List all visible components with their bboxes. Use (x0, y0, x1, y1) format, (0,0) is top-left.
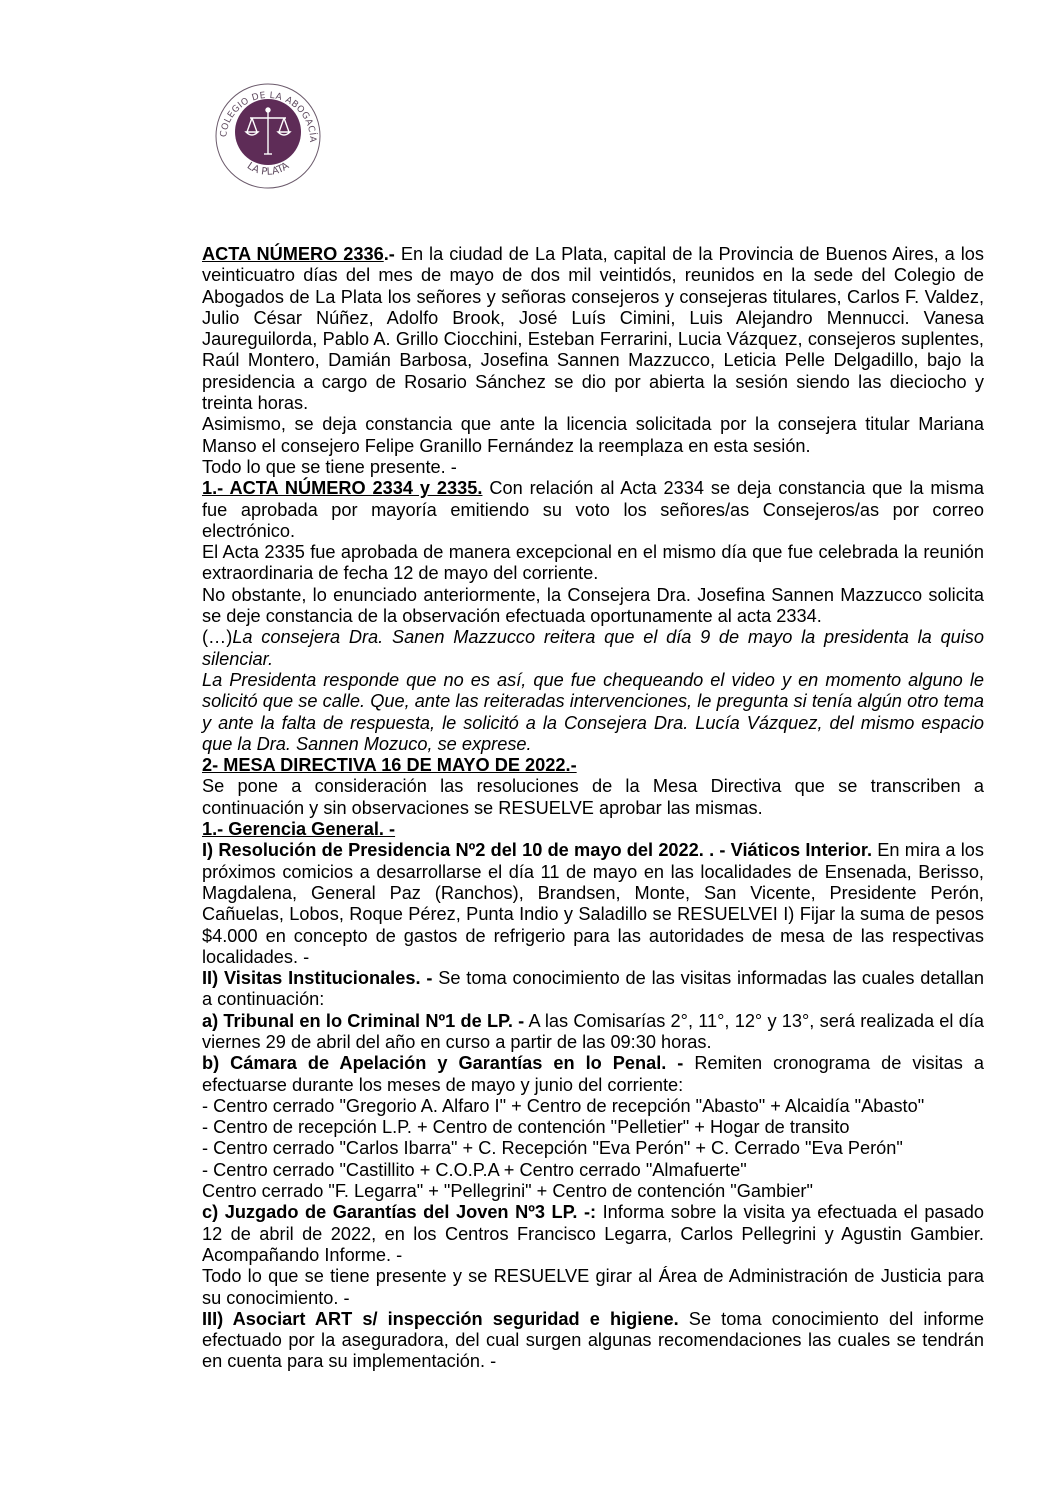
juzgado-garantias-heading: c) Juzgado de Garantías del Joven Nº3 LP. -: (202, 1202, 597, 1223)
asociart-text: Se toma conocimiento del informe efectuado por la aseguradora, del cual surgen algunas recomendaciones las cuales se tendrán en cuenta para su implementación. - (202, 1308, 985, 1372)
resolucion-presidencia-heading: I) Resolución de Presidencia Nº2 del 10 de mayo del 2022. . - Viáticos Interior. (202, 840, 873, 861)
tribunal-criminal-text: A las Comisarías 2°, 11°, 12° y 13°, será realizada el día viernes 29 de abril del año en curso a partir de las 09:30 horas. (202, 1010, 984, 1052)
camara-apelacion-text: Remiten cronograma de visitas a efectuarse durante los meses de mayo y junio del corriente: (202, 1053, 984, 1095)
acta-document (202, 244, 984, 1373)
list-item: - Centro cerrado "Carlos Ibarra" + C. Recepción "Eva Perón" + C. Cerrado "Eva Perón" (202, 1138, 903, 1159)
reiteracion-text: La consejera Dra. Sanen Mazzucco reitera que el día 9 de mayo la presidenta la quiso silenciar. (202, 627, 984, 669)
asociart-paragraph (202, 1309, 984, 1373)
observacion-paragraph: No obstante, lo enunciado anteriormente, la Consejera Dra. Josefina Sannen Mazzucco solicita se deje constancia de la observación efectuada oportunamente al acta 2334. (202, 584, 984, 627)
tribunal-criminal-heading: a) Tribunal en lo Criminal Nº1 de LP. - (202, 1010, 525, 1031)
camara-apelacion-paragraph (202, 1053, 984, 1096)
reiteracion-paragraph (202, 627, 984, 670)
tiene-presente-paragraph: Todo lo que se tiene presente. - (202, 456, 457, 477)
list-item: - Centro de recepción L.P. + Centro de contención "Pelletier" + Hogar de transito (202, 1117, 850, 1138)
acta-header-paragraph (202, 244, 984, 414)
acta-2335-paragraph: El Acta 2335 fue aprobada de manera excepcional en el mismo día que fue celebrada la reunión extraordinaria de fecha 12 de mayo del corriente. (202, 542, 984, 584)
list-item: - Centro cerrado "Castillito + C.O.P.A + Centro cerrado "Almafuerte" (202, 1159, 747, 1180)
girar-administracion-paragraph: Todo lo que se tiene presente y se RESUELVE girar al Área de Administración de Justicia para su conocimiento. - (202, 1266, 984, 1308)
visitas-institucionales-text: Se toma conocimiento de las visitas informadas las cuales detallan a continuación: (202, 968, 984, 1010)
actas-anteriores-text: Con relación al Acta 2334 se deja constancia que la misma fue aprobada por mayoría emitiendo su voto los señores/as Consejeros/as por correo electrónico. (202, 478, 984, 541)
resolucion-presidencia-paragraph (202, 840, 984, 968)
resolucion-presidencia-text: En mira a los próximos comicios a desarrollarse el día 11 de mayo en las localidades de Ensenada, Berisso, Magdalena, General Paz (Ranchos), Brandsen, Monte, San Vicente, Presidente Perón, Cañuelas, Lobos, Roque Pérez, Punta Indio y Saladillo se RESUELVEI I) Fijar la suma de pesos $4.000 en concepto de gastos de refrigerio para las autoridades de mesa de las respectivas localidades. - (202, 840, 984, 967)
list-item: - Centro cerrado "Gregorio A. Alfaro I" + Centro de recepción "Abasto" + Alcaidía "Abasto" (202, 1095, 925, 1116)
logo-text-bottom: LA PLATA (244, 160, 292, 178)
respuesta-presidenta-paragraph: La Presidenta responde que no es así, que fue chequeando el video y en momento alguno le solicitó que se calle. Que, ante las reiteradas intervenciones, le pregunta si tenía algún otro tema y ante la falta de respuesta, le solicitó a la Consejera Dra. Lucía Vázquez, del mismo espacio que la Dra. Sannen Mozuco, se exprese. (202, 669, 984, 754)
juzgado-garantias-paragraph (202, 1202, 984, 1266)
juzgado-garantias-text: Informa sobre la visita ya efectuada el pasado 12 de abril de 2022, en los Centros Francisco Legarra, Carlos Pellegrini y Agustin Gambier. Acompañando Informe. - (202, 1202, 984, 1265)
mesa-directiva-heading: 2- MESA DIRECTIVA 16 DE MAYO DE 2022.- (202, 755, 577, 776)
mesa-directiva-paragraph: Se pone a consideración las resoluciones de la Mesa Directiva que se transcriben a continuación y sin observaciones se RESUELVE aprobar las mismas. (202, 776, 984, 818)
acta-title-suffix: .- (383, 244, 395, 264)
list-item: Centro cerrado "F. Legarra" + "Pellegrini" + Centro de contención "Gambier" (202, 1181, 813, 1202)
acta-opening-text: En la ciudad de La Plata, capital de la Provincia de Buenos Aires, a los veinticuatro días del mes de mayo de dos mil veintidós, reunidos en la sede del Colegio de Abogados de La Plata los señores y señoras consejeros y consejeras titulares, Carlos F. Valdez, Julio César Núñez, Adolfo Brook, José Luís Cimini, Luis Alejandro Mennucci. Vanesa Jaureguilorda, Pablo A. Grillo Ciocchini, Esteban Ferrarini, Lucia Vázquez, consejeros suplentes, Raúl Montero, Damián Barbosa, Josefina Sannen Mazzucco, Leticia Pelle Delgadillo, bajo la presidencia a cargo de Rosario Sánchez se dio por abierta la sesión siendo las dieciocho y treinta horas. (202, 244, 984, 414)
acta-title: ACTA NÚMERO 2336 (202, 244, 384, 264)
visitas-institucionales-heading: II) Visitas Institucionales. - (202, 968, 433, 989)
reiteracion-prefix: (…) (202, 627, 233, 648)
licencia-paragraph: Asimismo, se deja constancia que ante la licencia solicitada por la consejera titular Mariana Manso el consejero Felipe Granillo Fernández la reemplaza en esta sesión. (202, 414, 984, 456)
actas-anteriores-heading: 1.- ACTA NÚMERO 2334 y 2335. (202, 478, 483, 499)
asociart-heading: III) Asociart ART s/ inspección seguridad e higiene. (202, 1308, 679, 1329)
gerencia-general-heading: 1.- Gerencia General. - (202, 819, 396, 840)
actas-anteriores-paragraph (202, 478, 984, 542)
logo-text-top: COLEGIO DE LA ABOGACÍA (219, 90, 318, 143)
camara-apelacion-heading: b) Cámara de Apelación y Garantías en lo Penal. - (202, 1053, 684, 1074)
colegio-abogacia-logo (212, 80, 324, 192)
tribunal-criminal-paragraph (202, 1011, 984, 1054)
visitas-institucionales-paragraph (202, 968, 984, 1011)
